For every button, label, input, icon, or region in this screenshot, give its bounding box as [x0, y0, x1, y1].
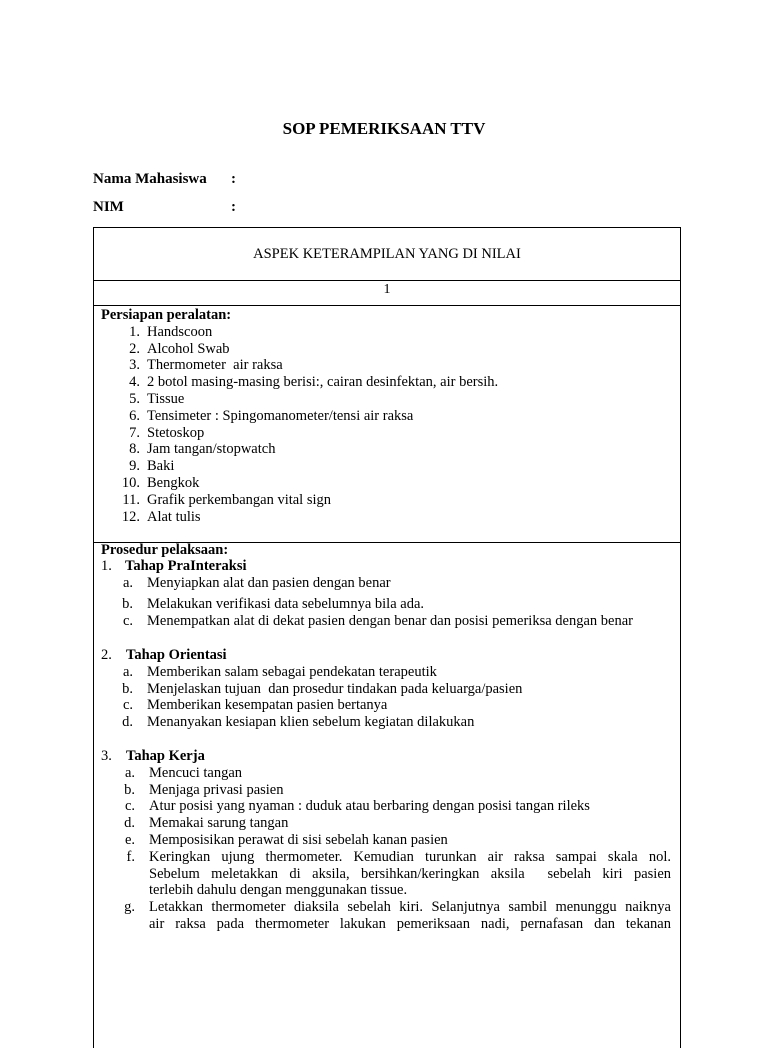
list-item: 4. 2 botol masing-masing berisi:, cairan desinfektan, air bersih. [129, 374, 499, 391]
column-number: 1 [94, 281, 680, 306]
list-item: 1. Handscoon [129, 323, 213, 340]
list-item: 7. Stetoskop [129, 424, 205, 441]
list-item: 8. Jam tangan/stopwatch [129, 441, 276, 458]
field-student-name [93, 171, 236, 188]
list-item: 6. Tensimeter : Spingomanometer/tensi air raksa [129, 407, 414, 424]
field-separator: : [231, 171, 236, 187]
document-title: SOP PEMERIKSAAN TTV [282, 119, 486, 138]
field-label: NIM [93, 199, 124, 215]
stage-heading: 2. Tahap Orientasi [101, 647, 227, 663]
list-item: 3. Thermometer air raksa [129, 357, 283, 374]
stage-heading: 1. Tahap PraInteraksi [101, 558, 247, 574]
list-item: 9. Baki [129, 458, 175, 475]
list-item: 10. Bengkok [121, 474, 200, 491]
list-item: 2. Alcohol Swab [129, 340, 230, 357]
preparation-section [101, 307, 673, 525]
list-item: 12. Alat tulis [121, 508, 201, 525]
preparation-heading: Persiapan peralatan: [101, 307, 232, 323]
field-separator: : [231, 199, 236, 215]
assessment-table: ASPEK KETERAMPILAN YANG DI NILAI 1 Persiapan peralatan: 1. Handscoon 2. Alcohol Swab 3. Thermometer air raksa 4. 2 botol masing-masing berisi:, cairan desinfektan, air bersih. 5. Tissue 6. Tensimeter : Spingomanometer/tensi air raksa 7. Stetoskop 8. Jam tangan/stopwatch 9. Baki 10. Bengkok 11. Grafik perkembangan vital sign 12. Alat tulis Prosedur pelaksaan: 1. Tahap PraInteraksi a. Menyiapkan alat dan pasien dengan benar b. Melakukan verifikasi data sebelumnya bila ada. c. Menempatkan alat di dekat pasien dengan benar dan posisi pemeriksa dengan benar 2. Tahap Orientasi a. Memberikan salam sebagai pendekatan terapeutik b. Menjelaskan tujuan dan prosedur tindakan pada keluarga/pasien c. Memberikan kesempatan pasien bertanya d. Menanyakan kesiapan klien sebelum kegiatan dilakukan 3. Tahap Kerja a. Mencuci tangan b. Menjaga privasi pasien c. Atur posisi yang nyaman : duduk atau berbaring dengan posisi tangan rileks d. Memakai sarung tangan e. Memposisikan perawat di sisi sebelah kanan pasien f. Keringkan ujung thermometer. Kemudian turunkan air raksa sampai skala nol. Sebelum meletakkan di aksila, bersihkan/keringkan aksila sebelah kiri pasien terlebih dahulu dengan menggunakan tissue. g. Letakkan thermometer diaksila sebelah kiri. Selanjutnya sambil menunggu naiknya air raksa pada thermometer lakukan pemeriksaan nadi, pernafasan dan tekanan [93, 227, 681, 1048]
list-item: 11. Grafik perkembangan vital sign [122, 491, 332, 508]
field-nim [93, 199, 236, 216]
table-header: ASPEK KETERAMPILAN YANG DI NILAI [94, 228, 680, 281]
procedure-heading: Prosedur pelaksaan: [101, 542, 229, 558]
list-item: 5. Tissue [129, 390, 185, 407]
field-label: Nama Mahasiswa [93, 171, 207, 187]
stage-heading: 3. Tahap Kerja [101, 748, 205, 764]
